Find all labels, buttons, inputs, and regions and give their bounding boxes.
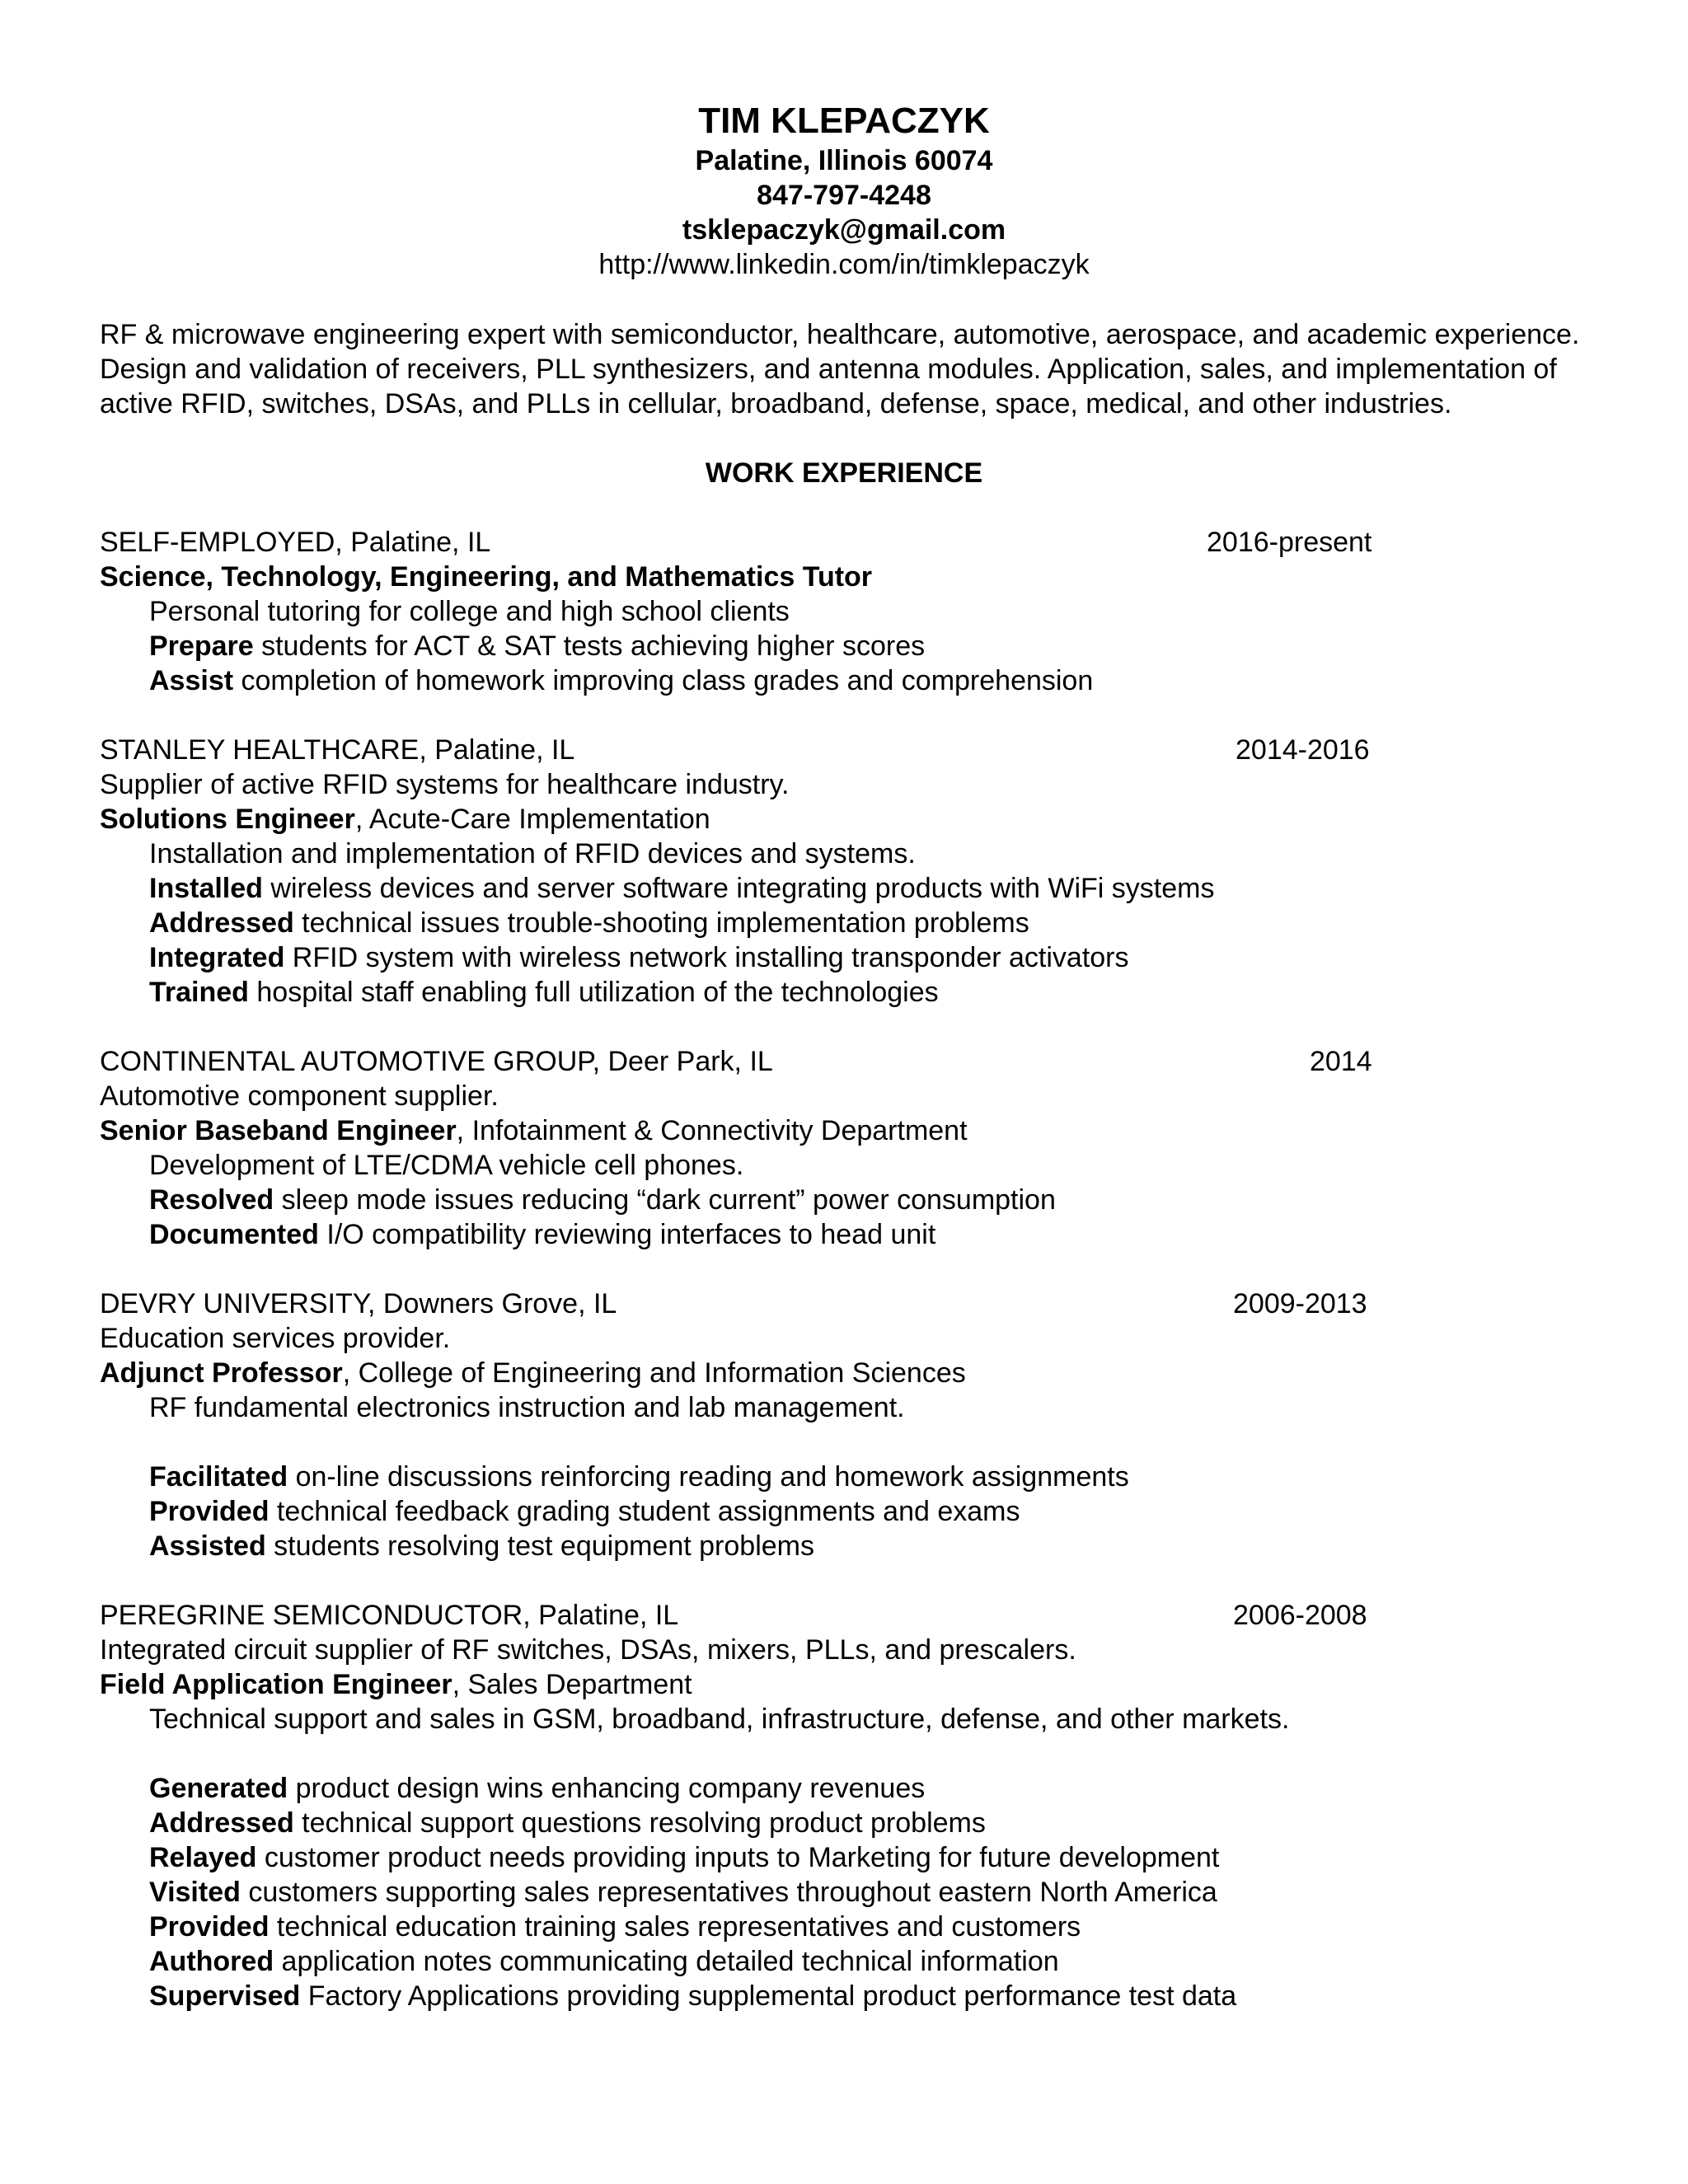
bullet-verb: Addressed: [149, 907, 294, 939]
bullet-text: technical feedback grading student assignments and exams: [269, 1496, 1020, 1527]
bullet-verb: Authored: [149, 1946, 274, 1977]
job-department: , College of Engineering and Information Sciences: [342, 1357, 966, 1389]
job-title-line: [100, 1356, 1517, 1390]
job-header: [100, 733, 1517, 767]
job-title: Field Application Engineer: [100, 1669, 452, 1700]
professional-summary: RF & microwave engineering expert with semiconductor, healthcare, automotive, aerospace, and academic experience. Design and validation of receivers, PLL synthesizers, and antenna modules. Application, sales, and implementation of active RFID, switches, DSAs, and PLLs in cellular, broadband, defense, space, medical, and other industries.: [100, 319, 1580, 419]
bullet-verb: Provided: [149, 1496, 270, 1527]
job-header: [100, 525, 1517, 560]
blank-line: [100, 1425, 1517, 1460]
job-title: Senior Baseband Engineer: [100, 1115, 457, 1146]
job-title: Solutions Engineer: [100, 804, 355, 835]
bullet-text: wireless devices and server software integrating products with WiFi systems: [262, 873, 1215, 904]
candidate-name: TIM KLEPACZYK: [698, 101, 990, 141]
job-dates: 2014-2016: [1236, 734, 1370, 766]
job-bullet: [100, 1771, 1517, 1806]
resume-header: [0, 99, 1688, 282]
bullet-verb: Prepare: [149, 630, 254, 662]
job-title: Adjunct Professor: [100, 1357, 343, 1389]
bullet-text: completion of homework improving class grades and comprehension: [233, 665, 1094, 696]
job-overview: Development of LTE/CDMA vehicle cell phones.: [149, 1150, 744, 1181]
job-employer: PEREGRINE SEMICONDUCTOR, Palatine, IL: [100, 1600, 679, 1631]
job-overview: RF fundamental electronics instruction and lab management.: [149, 1392, 905, 1423]
job-bullet: [100, 975, 1517, 1010]
job-overview: Personal tutoring for college and high school clients: [149, 596, 790, 627]
bullet-text: hospital staff enabling full utilization of the technologies: [248, 977, 939, 1008]
job-bullet: [100, 663, 1517, 698]
job-bullet: [100, 1217, 1517, 1252]
job-title-line: [100, 1113, 1517, 1148]
bullet-verb: Assist: [149, 665, 234, 696]
blank-line: [100, 1736, 1517, 1771]
job-entry-peregrine-semiconductor: [100, 1598, 1517, 2013]
job-bullet: [100, 1183, 1517, 1217]
bullet-text: customer product needs providing inputs to Marketing for future development: [256, 1842, 1220, 1873]
bullet-text: students for ACT & SAT tests achieving higher scores: [253, 630, 926, 662]
job-employer: STANLEY HEALTHCARE, Palatine, IL: [100, 734, 575, 766]
bullet-verb: Documented: [149, 1219, 319, 1250]
bullet-verb: Provided: [149, 1911, 270, 1943]
bullet-text: sleep mode issues reducing “dark current” power consumption: [274, 1184, 1056, 1216]
job-header: [100, 1044, 1517, 1079]
candidate-phone: 847-797-4248: [757, 180, 931, 211]
job-title-line: [100, 802, 1517, 837]
bullet-verb: Facilitated: [149, 1461, 288, 1493]
job-department: , Acute-Care Implementation: [354, 804, 710, 835]
job-dates: 2016-present: [1207, 527, 1372, 558]
bullet-verb: Addressed: [149, 1807, 294, 1839]
job-employer: CONTINENTAL AUTOMOTIVE GROUP, Deer Park, IL: [100, 1046, 773, 1077]
job-overview: Technical support and sales in GSM, broadband, infrastructure, defense, and other markets.: [149, 1704, 1290, 1735]
bullet-text: technical education training sales representatives and customers: [269, 1911, 1081, 1943]
bullet-text: on-line discussions reinforcing reading and homework assignments: [288, 1461, 1129, 1493]
job-entry-devry-university: [100, 1286, 1517, 1563]
bullet-verb: Trained: [149, 977, 249, 1008]
job-bullet: [100, 940, 1517, 975]
job-bullet: [100, 906, 1517, 940]
job-bullet: [100, 1806, 1517, 1840]
bullet-text: application notes communicating detailed technical information: [274, 1946, 1059, 1977]
bullet-verb: Resolved: [149, 1184, 274, 1216]
company-description: Integrated circuit supplier of RF switches, DSAs, mixers, PLLs, and prescalers.: [100, 1634, 1076, 1666]
job-bullet: [100, 1944, 1517, 1979]
job-dates: 2009-2013: [1233, 1288, 1367, 1319]
job-department: , Infotainment & Connectivity Department: [456, 1115, 968, 1146]
bullet-text: technical issues trouble-shooting implementation problems: [293, 907, 1029, 939]
company-description: Education services provider.: [100, 1323, 451, 1354]
job-entry-self-employed: [100, 525, 1517, 698]
candidate-location: Palatine, Illinois 60074: [695, 145, 993, 176]
bullet-text: product design wins enhancing company revenues: [288, 1773, 926, 1804]
bullet-verb: Visited: [149, 1877, 241, 1908]
job-dates: 2006-2008: [1233, 1600, 1367, 1631]
job-overview: Installation and implementation of RFID devices and systems.: [149, 838, 916, 869]
section-heading-work-experience: WORK EXPERIENCE: [705, 457, 983, 489]
job-bullet: [100, 1979, 1517, 2013]
bullet-verb: Assisted: [149, 1530, 266, 1562]
bullet-text: I/O compatibility reviewing interfaces to head unit: [318, 1219, 936, 1250]
bullet-text: customers supporting sales representatives throughout eastern North America: [240, 1877, 1217, 1908]
job-entry-stanley-healthcare: [100, 733, 1517, 1010]
job-bullet: [100, 1529, 1517, 1563]
job-header: [100, 1286, 1517, 1321]
job-bullet: [100, 629, 1517, 663]
job-bullet: [100, 1910, 1517, 1944]
job-title-line: [100, 1667, 1517, 1702]
job-employer: SELF-EMPLOYED, Palatine, IL: [100, 527, 491, 558]
bullet-verb: Supervised: [149, 1980, 301, 2012]
bullet-verb: Relayed: [149, 1842, 257, 1873]
candidate-linkedin-url: http://www.linkedin.com/in/timklepaczyk: [598, 249, 1090, 280]
company-description: Automotive component supplier.: [100, 1080, 499, 1112]
job-bullet: [100, 1460, 1517, 1494]
job-bullet: [100, 1840, 1517, 1875]
work-experience-list: [100, 525, 1517, 2048]
job-dates: 2014: [1310, 1046, 1372, 1077]
candidate-email: tsklepaczyk@gmail.com: [682, 214, 1006, 246]
bullet-text: technical support questions resolving product problems: [293, 1807, 986, 1839]
job-bullet: [100, 1494, 1517, 1529]
job-department: , Sales Department: [452, 1669, 692, 1700]
job-entry-continental-automotive: [100, 1044, 1517, 1252]
job-bullet: [100, 1875, 1517, 1910]
job-header: [100, 1598, 1517, 1633]
bullet-text: Factory Applications providing supplemental product performance test data: [300, 1980, 1237, 2012]
company-description: Supplier of active RFID systems for healthcare industry.: [100, 769, 790, 800]
job-bullet: [100, 871, 1517, 906]
job-title: Science, Technology, Engineering, and Mathematics Tutor: [100, 561, 873, 593]
job-employer: DEVRY UNIVERSITY, Downers Grove, IL: [100, 1288, 617, 1319]
bullet-verb: Integrated: [149, 942, 285, 973]
bullet-verb: Generated: [149, 1773, 288, 1804]
bullet-text: students resolving test equipment problems: [265, 1530, 814, 1562]
bullet-text: RFID system with wireless network installing transponder activators: [284, 942, 1129, 973]
bullet-verb: Installed: [149, 873, 263, 904]
